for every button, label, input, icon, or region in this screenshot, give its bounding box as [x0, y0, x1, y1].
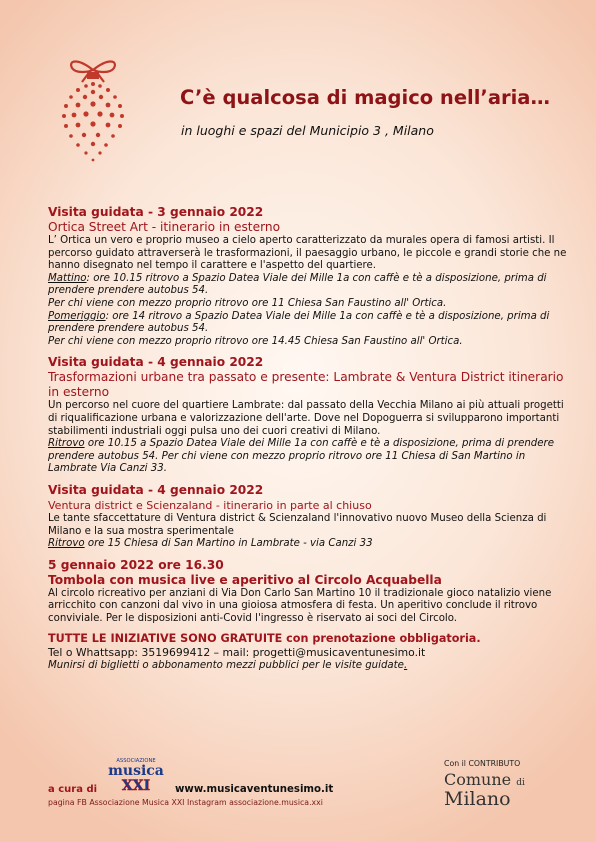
logo-main-text: musica: [108, 763, 164, 779]
meeting-morning: [48, 273, 568, 298]
meeting-afternoon: [48, 311, 568, 336]
meeting-label: Ritrovo: [48, 438, 85, 450]
meeting-text: ore 10.15 a Spazio Datea Viale dei Mille 1a con caffè e tè a disposizione, prima di prendere prendere autobus 54. Per chi viene con mezzo proprio ritrovo ore 11 Chiesa di San Martino in Lambrate Via Canzi 33.: [48, 438, 554, 475]
meeting-info: [48, 438, 568, 476]
ticket-note: Munirsi di biglietti o abbonamento mezzi pubblici per le visite guidate.: [48, 660, 408, 672]
contribution-label: Con il CONTRIBUTO: [444, 759, 521, 768]
meeting-text: ore 15 Chiesa di San Martino in Lambrate - via Canzi 33: [84, 538, 373, 550]
event-description: L’ Ortica un vero e proprio museo a cielo aperto caratterizzato da murales opera di famosi artisti. Il percorso guidato attraverserà le trasformazioni, il paesaggio urbano, le piccole e grandi storie che ne hanno disegnato nel tempo il carattere e l'aspetto del quartiere.: [48, 235, 567, 272]
event-description: Un percorso nel cuore del quartiere Lambrate: dal passato della Vecchia Milano ai più attuali progetti di riqualificazione urbana e valorizzazione dell'arte. Dove nel Dopoguerra si svilupparono importanti stabilimenti industriali oggi pulsa uno dei cuori creativi di Milano.: [48, 400, 564, 437]
event-date: Visita guidata - 3 gennaio 2022: [48, 205, 264, 219]
event-name: Tombola con musica live e aperitivo al Circolo Acquabella: [48, 572, 442, 587]
contact-line: Tel o Whattsapp: 3519699412 – mail: progetti@musicaventunesimo.it: [48, 646, 426, 660]
social-line: pagina FB Associazione Musica XXI Instagram associazione.musica.xxi: [48, 798, 323, 807]
meeting-label: Pomeriggio: [48, 310, 106, 322]
event-section: [48, 205, 568, 348]
event-section: [48, 355, 568, 476]
event-description: Le tante sfaccettature di Ventura district & Scienzaland l'innovativo nuovo Museo della Scienza di Milano e la sua mostra sperimentale: [48, 512, 547, 537]
meeting-text: : ore 10.15 ritrovo a Spazio Datea Viale dei Mille 1a con caffè e tè a disposizione, prima di prendere prendere autobus 54.: [48, 272, 547, 297]
event-date: Visita guidata - 4 gennaio 2022: [48, 355, 264, 370]
christmas-bauble-icon: [38, 52, 148, 172]
meeting-info: [48, 538, 568, 551]
event-section: [48, 558, 568, 626]
website-link[interactable]: www.musicaventunesimo.it: [175, 784, 334, 795]
organizer-label: a cura di: [48, 784, 98, 795]
page-subtitle: in luoghi e spazi del Municipio 3 , Milano: [181, 123, 434, 138]
meeting-label: Ritrovo: [48, 538, 85, 550]
event-description: Al circolo ricreativo per anziani di Via Don Carlo San Martino 10 il tradizionale gioco natalizio viene arricchito con canzoni dal vivo in una gioiosa atmosfera di festa. Un aperitivo conclude il ritrovo conviviale. Per le disposizioni anti-Covid l'ingresso è riservato ai soci del Circolo.: [48, 587, 552, 624]
milano-logo: Milano: [444, 788, 511, 810]
event-date: Visita guidata - 4 gennaio 2022: [48, 482, 264, 497]
meeting-text: : ore 14 ritrovo a Spazio Datea Viale dei Mille 1a con caffè e tè a disposizione, prima di prendere prendere autobus 54.: [48, 310, 550, 335]
meeting-label: Mattino: [48, 272, 87, 284]
event-name: Ventura district e Scienzaland - itinerario in parte al chiuso: [48, 498, 372, 512]
logo-top-text: ASSOCIAZIONE: [116, 758, 156, 764]
meeting-alt: Per chi viene con mezzo proprio ritrovo ore 14.45 Chiesa San Faustino all' Ortica.: [48, 335, 463, 347]
event-name: Trasformazioni urbane tra passato e presente: Lambrate & Ventura District itinerario in esterno: [48, 370, 564, 400]
comune-logo: Comune di: [444, 770, 525, 789]
musica-xxi-logo: [103, 756, 169, 796]
event-section: [48, 483, 568, 551]
event-name: Ortica Street Art - itinerario in esterno: [48, 220, 281, 234]
page-title: C’è qualcosa di magico nell’aria…: [180, 86, 550, 109]
logo-num-text: XXI: [121, 778, 151, 794]
event-date: 5 gennaio 2022 ore 16.30: [48, 557, 224, 572]
free-notice: TUTTE LE INIZIATIVE SONO GRATUITE con prenotazione obbligatoria.: [48, 632, 481, 646]
events-list: [48, 205, 568, 673]
meeting-alt: Per chi viene con mezzo proprio ritrovo ore 11 Chiesa San Faustino all' Ortica.: [48, 297, 447, 309]
